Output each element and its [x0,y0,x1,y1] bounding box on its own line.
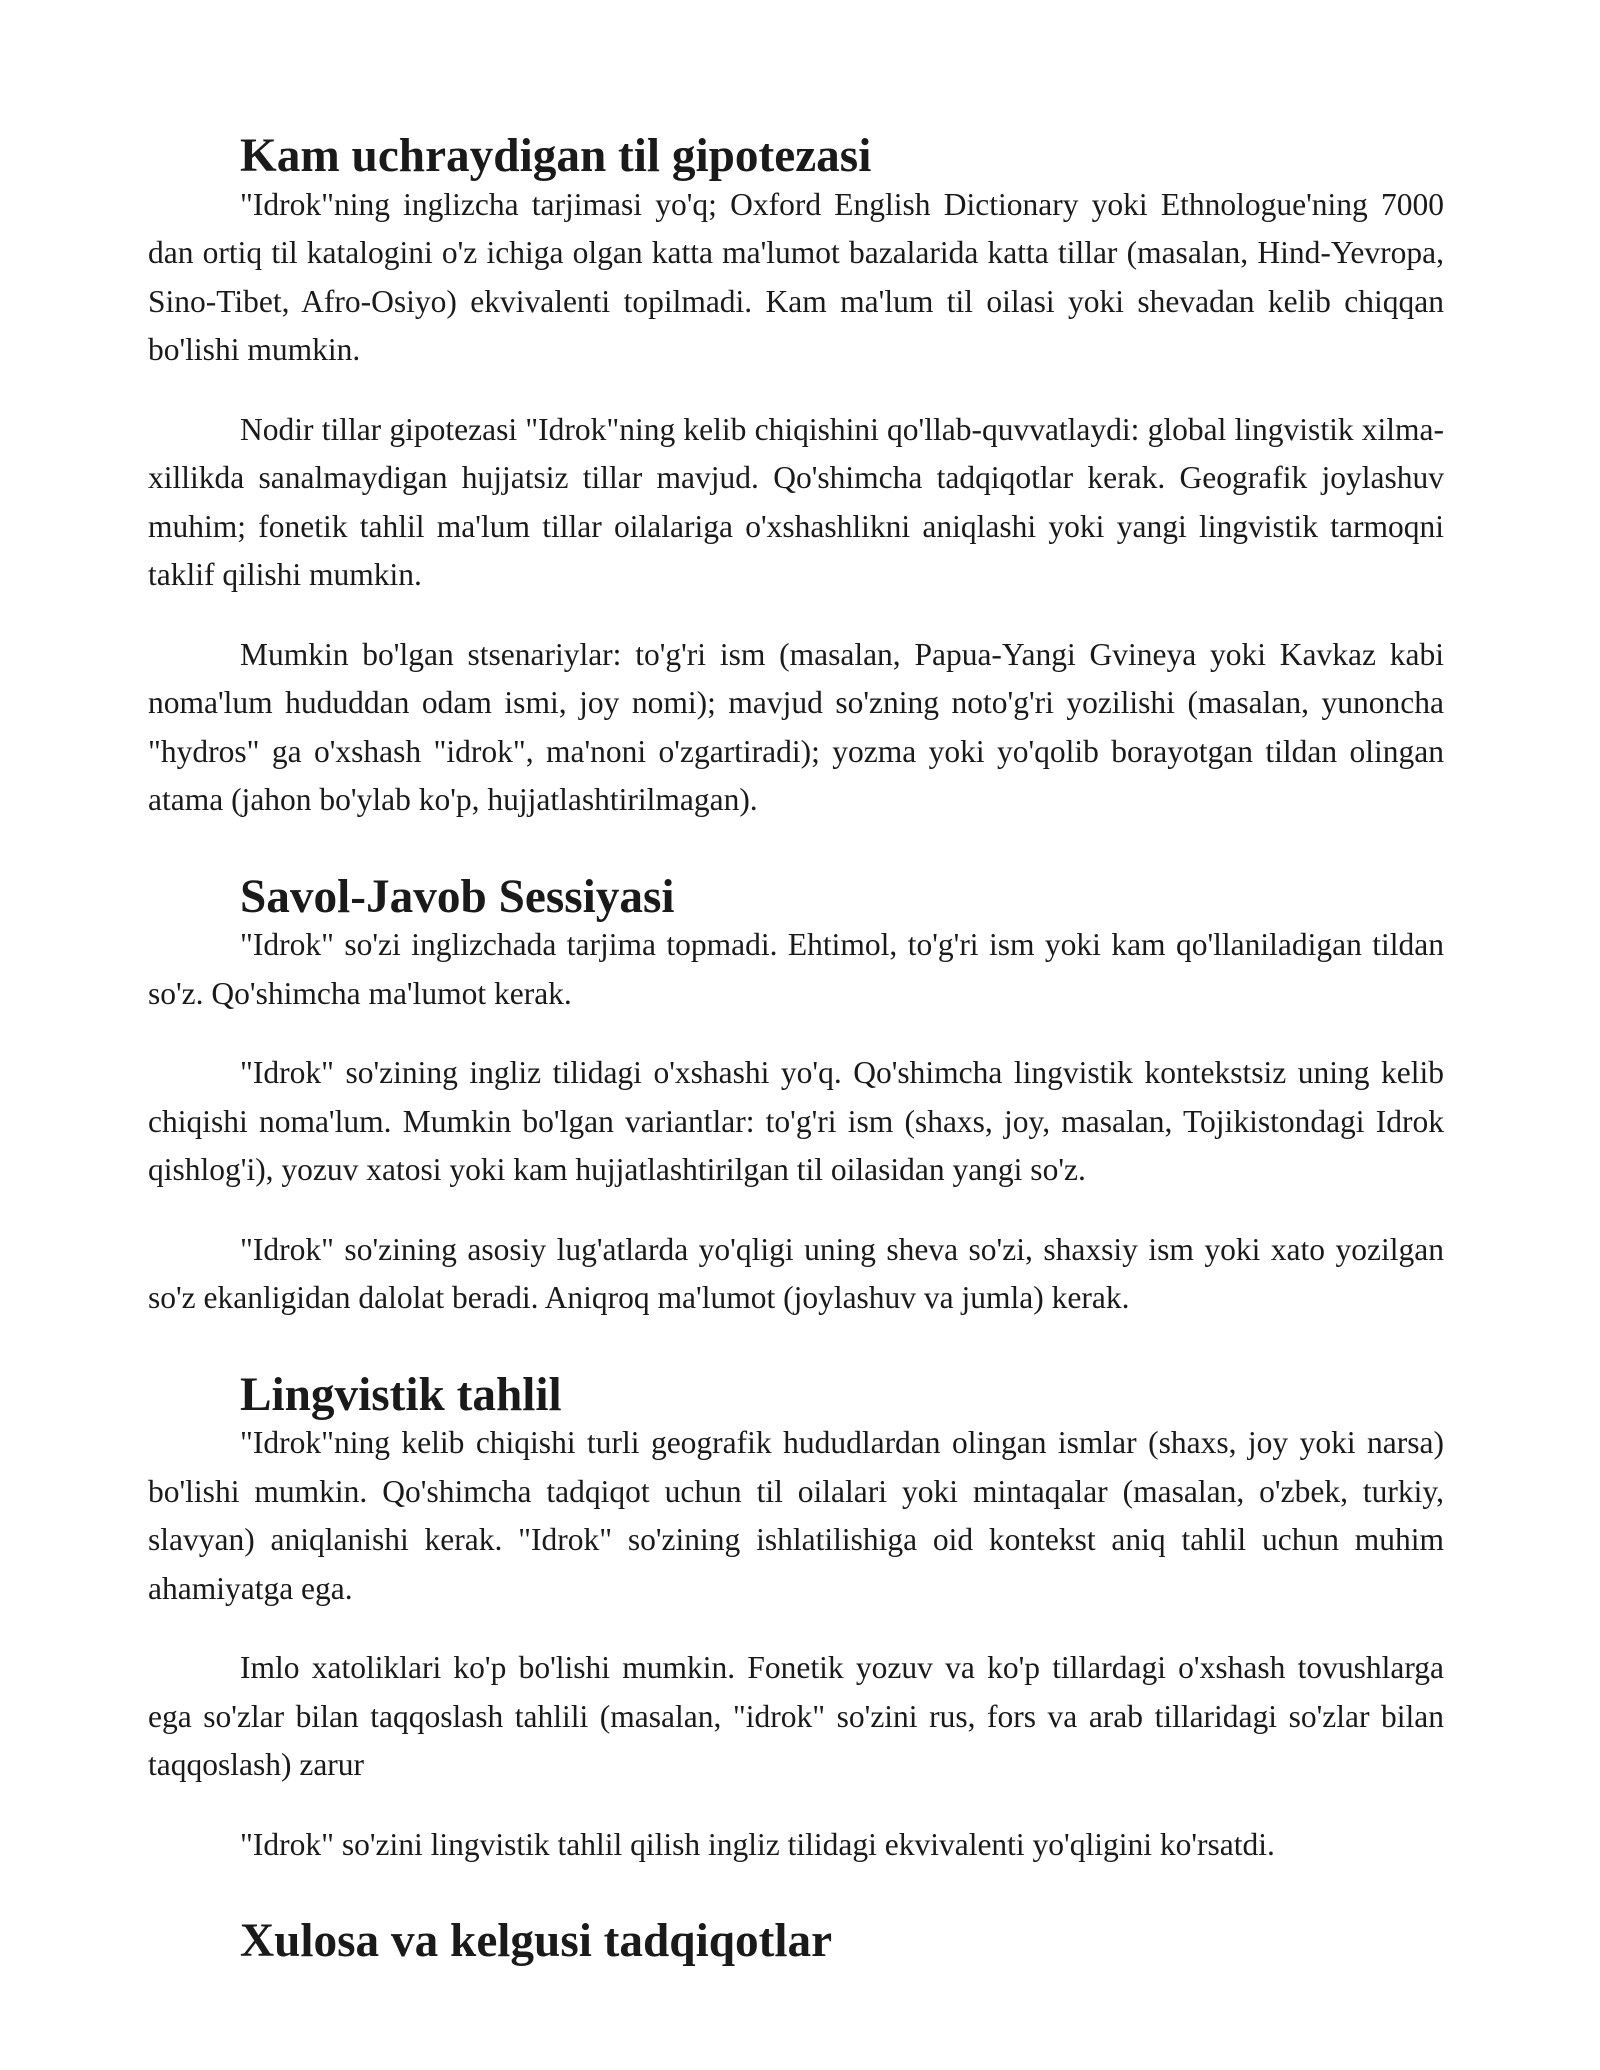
paragraph: "Idrok" so'zi inglizchada tarjima topmadi. Ehtimol, to'g'ri ism yoki kam qo'llaniladigan tildan so'z. Qo'shimcha ma'lumot kerak. [148,927,1444,1011]
paragraph: "Idrok"ning kelib chiqishi turli geografik hududlardan olingan ismlar (shaxs, joy yoki narsa) bo'lishi mumkin. Qo'shimcha tadqiqot uchun til oilalari yoki mintaqalar (masalan, o'zbek, turkiy, slavyan) aniqlanishi kerak. "Idrok" so'zining ishlatilishiga oid kontekst aniq tahlil uchun muhim ahamiyatga ega. [148,1425,1444,1606]
paragraph: Mumkin bo'lgan stsenariylar: to'g'ri ism (masalan, Papua-Yangi Gvineya yoki Kavkaz kabi noma'lum hududdan odam ismi, joy nomi); mavjud so'zning noto'g'ri yozilishi (masalan, yunoncha "hydros" ga o'xshash "idrok", ma'noni o'zgartiradi); yozma yoki yo'qolib borayotgan tildan olingan atama (jahon bo'ylab ko'p, hujjatlashtirilmagan). [148,636,1444,817]
paragraph: "Idrok" so'zining ingliz tilidagi o'xshashi yo'q. Qo'shimcha lingvistik kontekstsiz uning kelib chiqishi noma'lum. Mumkin bo'lgan variantlar: to'g'ri ism (shaxs, joy, masalan, Tojikistondagi Idrok qishlog'i), yozuv xatosi yoki kam hujjatlashtirilgan til oilasidan yangi so'z. [148,1055,1444,1187]
paragraph: Imlo xatoliklari ko'p bo'lishi mumkin. Fonetik yozuv va ko'p tillardagi o'xshash tovushlarga ega so'zlar bilan taqqoslash tahlili (masalan, "idrok" so'zini rus, fors va arab tillaridagi so'zlar bilan taqqoslash) zarur [148,1650,1444,1782]
paragraph: "Idrok" so'zining asosiy lug'atlarda yo'qligi uning sheva so'zi, shaxsiy ism yoki xato yozilgan so'z ekanligidan dalolat beradi. Aniqroq ma'lumot (joylashuv va jumla) kerak. [148,1231,1444,1315]
paragraph: Nodir tillar gipotezasi "Idrok"ning kelib chiqishini qo'llab-quvvatlaydi: global lingvistik xilma-xillikda sanalmaydigan hujjatsiz tillar mavjud. Qo'shimcha tadqiqotlar kerak. Geografik joylashuv muhim; fonetik tahlil ma'lum tillar oilalariga o'xshashlikni aniqlashi yoki yangi lingvistik tarmoqni taklif qilishi mumkin. [148,411,1444,592]
section-qa-session [148,870,1444,1323]
document-body [148,132,1444,1966]
paragraph: "Idrok" so'zini lingvistik tahlil qilish ingliz tilidagi ekvivalenti yo'qligini ko'rsatdi. [240,1826,1275,1862]
section-rare-language-hypothesis [148,132,1444,825]
section-heading: Kam uchraydigan til gipotezasi [240,130,872,182]
section-heading: Savol-Javob Sessiyasi [240,870,675,923]
section-heading: Xulosa va kelgusi tadqiqotlar [240,1915,833,1967]
paragraph: "Idrok"ning inglizcha tarjimasi yo'q; Oxford English Dictionary yoki Ethnologue'ning 7000 dan ortiq til katalogini o'z ichiga olgan katta ma'lumot bazalarida katta tillar (masalan, Hind-Yevropa, Sino-Tibet, Afro-Osiyo) ekvivalenti topilmadi. Kam ma'lum til oilasi yoki shevadan kelib chiqqan bo'lishi mumkin. [148,186,1444,367]
section-conclusion [148,1917,1444,1966]
section-linguistic-analysis [148,1368,1444,1870]
section-heading: Lingvistik tahlil [240,1368,562,1421]
